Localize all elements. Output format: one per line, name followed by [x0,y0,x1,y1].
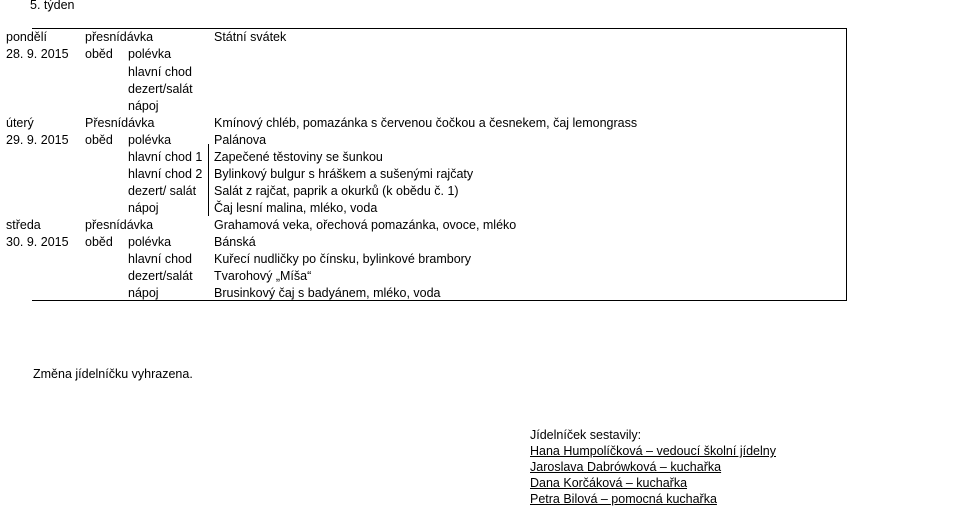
day-name-wednesday: středa [6,218,41,232]
course-label: dezert/salát [128,269,193,283]
course-label: hlavní chod 2 [128,167,203,181]
staff-member: Hana Humpolíčková – vedoucí školní jídelny [530,444,776,458]
dish-text: Salát z rajčat, paprik a okurků (k obědu č. 1) [214,184,459,198]
course-label: hlavní chod [128,65,192,79]
dish-text: Zapečené těstoviny se šunkou [214,150,383,164]
day-lunch-label-tuesday: oběd [85,133,113,147]
day-name-monday: pondělí [6,30,48,44]
course-label: polévka [128,133,172,147]
course-label: polévka [128,47,172,61]
course-label: dezert/salát [128,82,193,96]
day-snack-label-wednesday: přesnídávka [85,218,154,232]
course-label: hlavní chod 1 [128,150,203,164]
day-name-tuesday: úterý [6,116,34,130]
dish-text: Bánská [214,235,256,249]
course-label: dezert/ salát [128,184,197,198]
dish-column-divider [208,144,209,216]
table-right-border [846,28,847,301]
day-date-monday: 28. 9. 2015 [6,47,69,61]
staff-member: Jaroslava Dabrówková – kuchařka [530,460,722,474]
course-label: nápoj [128,99,159,113]
dish-text: Palánova [214,133,267,147]
course-label: nápoj [128,286,159,300]
week-heading: 5. týden [30,0,75,12]
menu-change-notice: Změna jídelníčku vyhrazena. [33,367,193,381]
day-lunch-label-monday: oběd [85,47,113,61]
day-date-wednesday: 30. 9. 2015 [6,235,69,249]
staff-member: Petra Bilová – pomocná kuchařka [530,492,717,506]
table-top-border [32,28,847,29]
dish-text: Brusinkový čaj s badyánem, mléko, voda [214,286,441,300]
dish-text: Čaj lesní malina, mléko, voda [214,201,378,215]
dish-text: Tvarohový „Míša“ [214,269,312,283]
staff-heading: Jídelníček sestavily: [530,428,642,442]
dish-text: Kmínový chléb, pomazánka s červenou čočkou a česnekem, čaj lemongrass [214,116,638,130]
dish-text: Státní svátek [214,30,287,44]
course-label: polévka [128,235,172,249]
dish-text: Kuřecí nudličky po čínsku, bylinkové brambory [214,252,472,266]
day-date-tuesday: 29. 9. 2015 [6,133,69,147]
staff-member: Dana Korčáková – kuchařka [530,476,688,490]
day-snack-label-tuesday: Přesnídávka [85,116,155,130]
dish-text: Grahamová veka, ořechová pomazánka, ovoce, mléko [214,218,517,232]
day-snack-label-monday: přesnídávka [85,30,154,44]
dish-text: Bylinkový bulgur s hráškem a sušenými rajčaty [214,167,474,181]
course-label: hlavní chod [128,252,192,266]
course-label: nápoj [128,201,159,215]
day-lunch-label-wednesday: oběd [85,235,113,249]
